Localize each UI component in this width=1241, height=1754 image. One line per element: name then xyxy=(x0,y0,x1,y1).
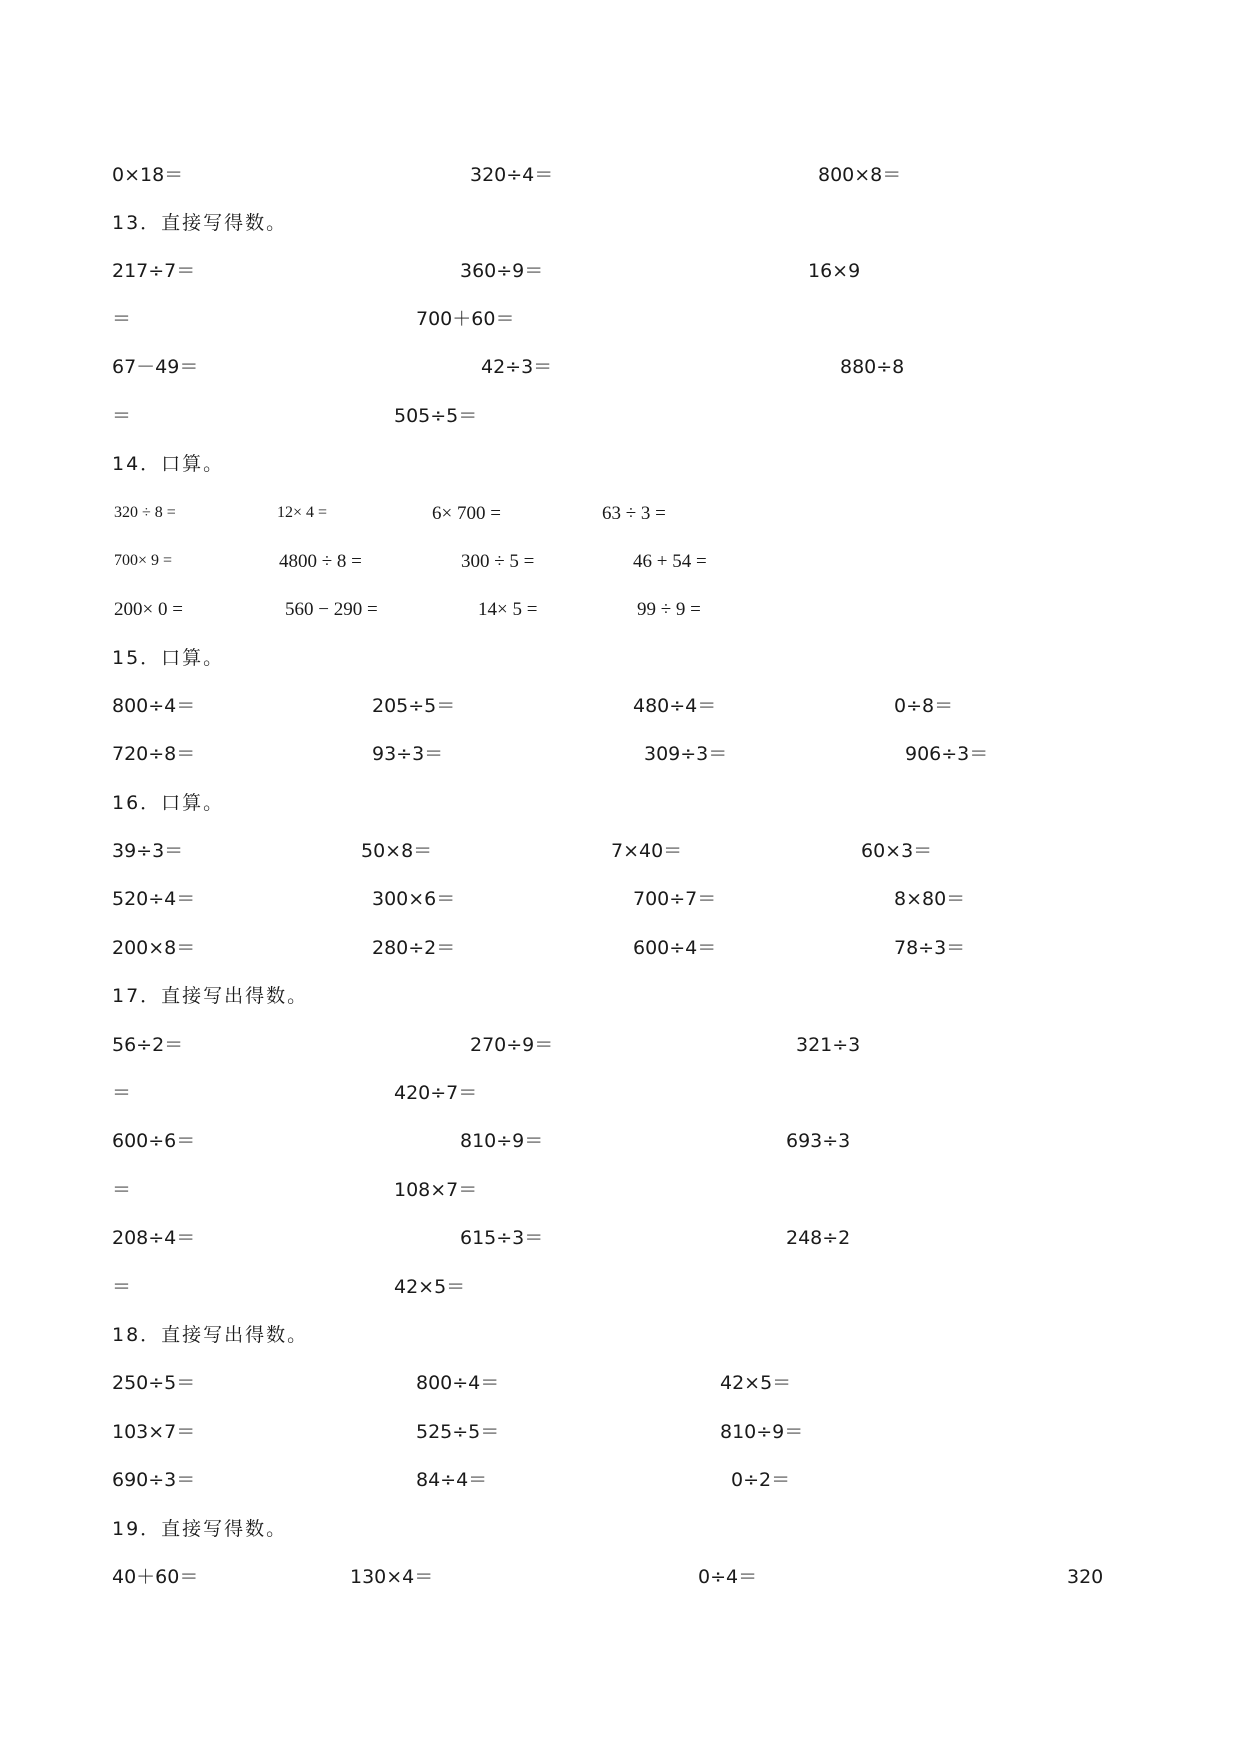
q13-problem: 505÷5＝ xyxy=(394,405,478,427)
q14-title: 14．口算。 xyxy=(112,453,225,475)
q17-problem: 108×7＝ xyxy=(394,1179,478,1201)
q16-problem: 8×80＝ xyxy=(894,888,966,910)
q17-problem: 600÷6＝ xyxy=(112,1130,196,1152)
q15-problem: 480÷4＝ xyxy=(633,695,717,717)
q17-problem: 615÷3＝ xyxy=(460,1227,544,1249)
q17-problem: ＝ xyxy=(112,1179,132,1201)
q19-problem: 40＋60＝ xyxy=(112,1566,199,1588)
q14-problem: 200× 0 = xyxy=(114,599,183,620)
q15-problem: 800÷4＝ xyxy=(112,695,196,717)
q18-problem: 42×5＝ xyxy=(720,1372,792,1394)
q18-problem: 690÷3＝ xyxy=(112,1469,196,1491)
q16-problem: 50×8＝ xyxy=(361,840,433,862)
q14-problem: 6× 700 = xyxy=(432,503,501,524)
q15-problem: 720÷8＝ xyxy=(112,743,196,765)
q18-problem: 84÷4＝ xyxy=(416,1469,488,1491)
q17-problem: 321÷3 xyxy=(796,1034,861,1056)
q16-problem: 7×40＝ xyxy=(611,840,683,862)
q18-problem: 810÷9＝ xyxy=(720,1421,804,1443)
q17-problem: 56÷2＝ xyxy=(112,1034,184,1056)
q13-problem: 42÷3＝ xyxy=(481,356,553,378)
q19-problem: 130×4＝ xyxy=(350,1566,434,1588)
q13-problem: 67－49＝ xyxy=(112,356,199,378)
problem-top-3: 800×8＝ xyxy=(818,164,902,186)
q19-problem: 320 xyxy=(1067,1566,1104,1588)
q17-title: 17．直接写出得数。 xyxy=(112,985,309,1007)
q13-problem: ＝ xyxy=(112,405,132,427)
q18-problem: 250÷5＝ xyxy=(112,1372,196,1394)
q16-problem: 60×3＝ xyxy=(861,840,933,862)
q13-problem: 16×9 xyxy=(808,260,861,282)
problem-top-2: 320÷4＝ xyxy=(470,164,554,186)
q13-problem: 360÷9＝ xyxy=(460,260,544,282)
q14-problem: 320 ÷ 8 = xyxy=(114,504,176,521)
q17-problem: 810÷9＝ xyxy=(460,1130,544,1152)
q19-title: 19．直接写得数。 xyxy=(112,1518,288,1540)
q14-problem: 14× 5 = xyxy=(478,599,538,620)
q16-problem: 700÷7＝ xyxy=(633,888,717,910)
q19-problem: 0÷4＝ xyxy=(698,1566,758,1588)
q14-problem: 300 ÷ 5 = xyxy=(461,551,535,572)
q14-problem: 99 ÷ 9 = xyxy=(637,599,701,620)
q15-problem: 906÷3＝ xyxy=(905,743,989,765)
q16-problem: 78÷3＝ xyxy=(894,937,966,959)
q14-problem: 4800 ÷ 8 = xyxy=(279,551,362,572)
q17-problem: 693÷3 xyxy=(786,1130,851,1152)
q15-problem: 309÷3＝ xyxy=(644,743,728,765)
q15-problem: 93÷3＝ xyxy=(372,743,444,765)
q17-problem: 42×5＝ xyxy=(394,1276,466,1298)
q15-title: 15．口算。 xyxy=(112,647,225,669)
q18-problem: 800÷4＝ xyxy=(416,1372,500,1394)
q16-problem: 200×8＝ xyxy=(112,937,196,959)
q18-problem: 103×7＝ xyxy=(112,1421,196,1443)
problem-top-1: 0×18＝ xyxy=(112,164,184,186)
q16-problem: 280÷2＝ xyxy=(372,937,456,959)
q16-title: 16．口算。 xyxy=(112,792,225,814)
q13-title: 13．直接写得数。 xyxy=(112,212,288,234)
q17-problem: 420÷7＝ xyxy=(394,1082,478,1104)
q13-problem: ＝ xyxy=(112,308,132,330)
q18-problem: 0÷2＝ xyxy=(731,1469,791,1491)
q13-problem: 217÷7＝ xyxy=(112,260,196,282)
q17-problem: 248÷2 xyxy=(786,1227,851,1249)
q18-problem: 525÷5＝ xyxy=(416,1421,500,1443)
q15-problem: 205÷5＝ xyxy=(372,695,456,717)
q17-problem: ＝ xyxy=(112,1276,132,1298)
q14-problem: 63 ÷ 3 = xyxy=(602,503,666,524)
q17-problem: 208÷4＝ xyxy=(112,1227,196,1249)
q16-problem: 520÷4＝ xyxy=(112,888,196,910)
q16-problem: 300×6＝ xyxy=(372,888,456,910)
q13-problem: 880÷8 xyxy=(840,356,905,378)
q17-problem: 270÷9＝ xyxy=(470,1034,554,1056)
q18-title: 18．直接写出得数。 xyxy=(112,1324,309,1346)
q15-problem: 0÷8＝ xyxy=(894,695,954,717)
q14-problem: 46 + 54 = xyxy=(633,551,707,572)
q14-problem: 700× 9 = xyxy=(114,552,173,569)
q13-problem: 700＋60＝ xyxy=(416,308,515,330)
q14-problem: 12× 4 = xyxy=(277,504,328,521)
q14-problem: 560 − 290 = xyxy=(285,599,378,620)
q16-problem: 600÷4＝ xyxy=(633,937,717,959)
q17-problem: ＝ xyxy=(112,1082,132,1104)
q16-problem: 39÷3＝ xyxy=(112,840,184,862)
